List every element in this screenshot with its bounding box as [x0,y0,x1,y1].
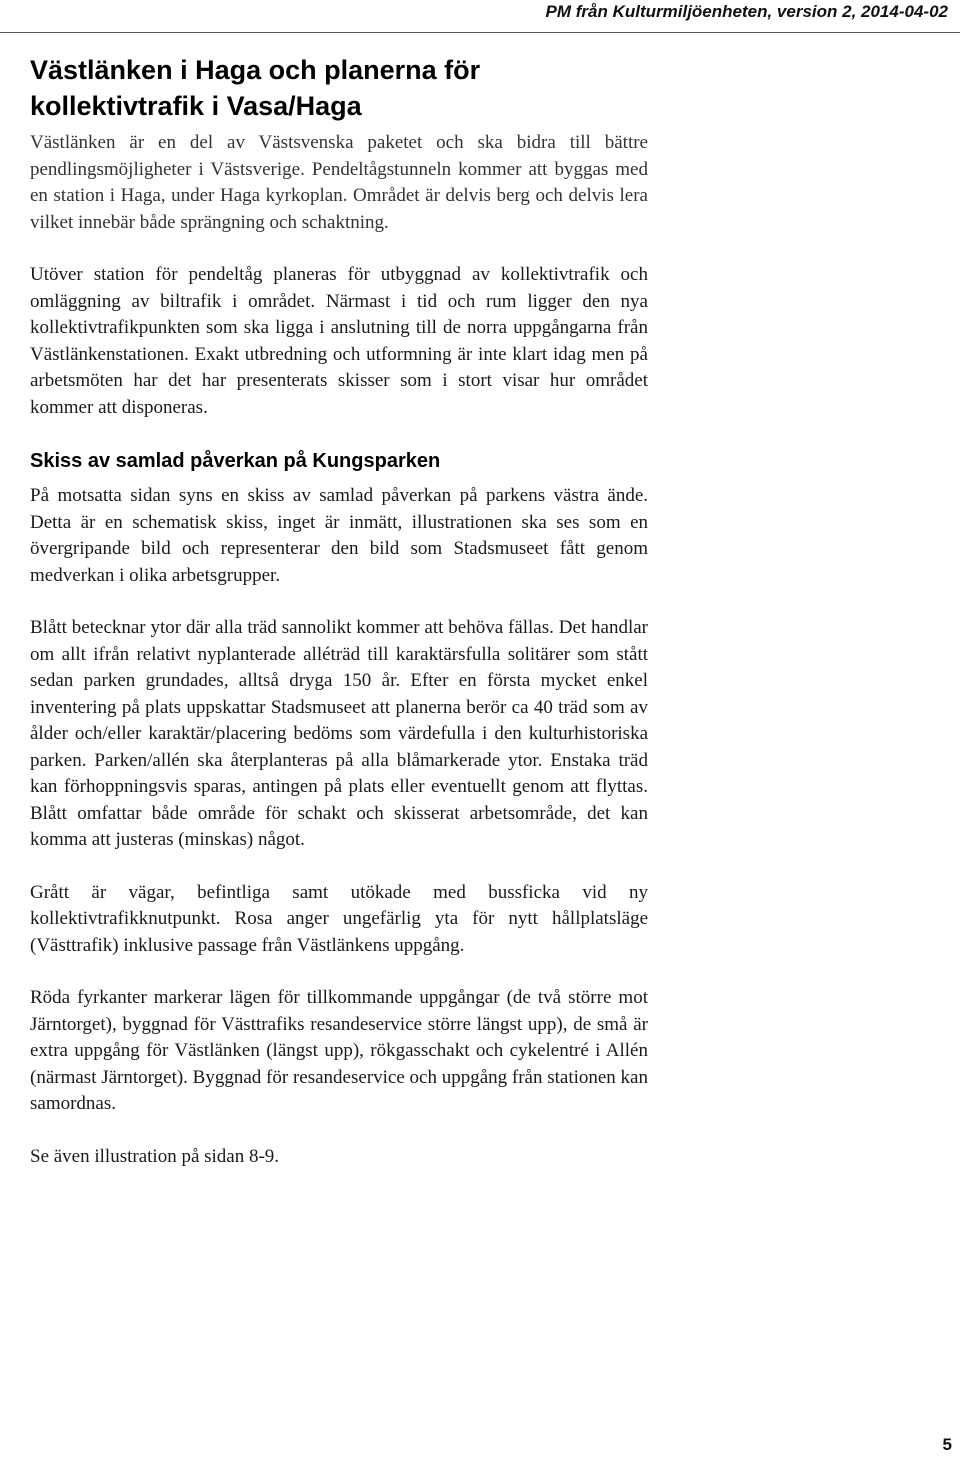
document-body [30,52,648,1196]
document-header-label: PM från Kulturmiljöenheten, version 2, 2014-04-02 [545,2,948,21]
document-title: Västlänken i Haga och planerna för kollektivtrafik i Vasa/Haga [30,55,481,121]
section-paragraph: På motsatta sidan syns en skiss av samlad påverkan på parkens västra ände. Detta är en schematisk skiss, inget är inmätt, illustrationen ska ses som en övergripande bild och representerar den bild som Stadsmuseet fått genom medverkan i olika arbetsgrupper. [30,485,648,586]
section-paragraph: Röda fyrkanter markerar lägen för tillkommande uppgångar (de två större mot Järntorget), byggnad för Västtrafiks resandeservice större längst upp), de små är extra uppgång för Västlänken (längst upp), rökgasschakt och cykelentré i Allén (närmast Järntorget). Byggnad för resandeservice och uppgång från stationen kan samordnas. [30,987,648,1114]
intro-paragraph: Västlänken är en del av Västsvenska paketet och ska bidra till bättre pendlingsmöjligheter i Västsverige. Pendeltågstunneln kommer att byggas med en station i Haga, under Haga kyrkoplan. Området är delvis berg och delvis lera vilket innebär både sprängning och schaktning. [30,132,648,233]
section-paragraph: Blått betecknar ytor där alla träd sannolikt kommer att behöva fällas. Det handlar om allt ifrån relativt nyplanterade alléträd till karaktärsfulla solitärer som stått sedan parken grundades, alltså dryga 150 år. Efter en första mycket enkel inventering på plats uppskattar Stadsmuseet att planerna berör ca 40 träd som av ålder och/eller karaktär/placering bedöms som värdefulla i den kulturhistoriska parken. Parken/allén ska återplanteras på alla blåmarkerade ytor. Enstaka träd kan förhoppningsvis sparas, antingen på plats eller eventuellt genom att flyttas. Blått omfattar både område för schakt och skisserat arbetsområde, det kan komma att justeras (minskas) något. [30,617,648,850]
section-paragraph: Se även illustration på sidan 8-9. [30,1145,280,1167]
body-paragraph: Utöver station för pendeltåg planeras för utbyggnad av kollektivtrafik och omläggning av biltrafik i området. Närmast i tid och rum ligger den nya kollektivtrafikpunkten som ska ligga i anslutning till de norra uppgångarna från Västlänkenstationen. Exakt utbredning och utformning är inte klart idag men på arbetsmöten har det har presenterats skisser som i stort visar hur området kommer att disponeras. [30,264,648,418]
header-divider [0,32,960,33]
section-heading: Skiss av samlad påverkan på Kungsparken [30,450,441,472]
page-number: 5 [942,1435,952,1454]
section-paragraph: Grått är vägar, befintliga samt utökade med bussficka vid ny kollektivtrafikknutpunkt. Rosa anger ungefärlig yta för nytt hållplatsläge (Västtrafik) inklusive passage från Västlänkens uppgång. [30,881,648,956]
